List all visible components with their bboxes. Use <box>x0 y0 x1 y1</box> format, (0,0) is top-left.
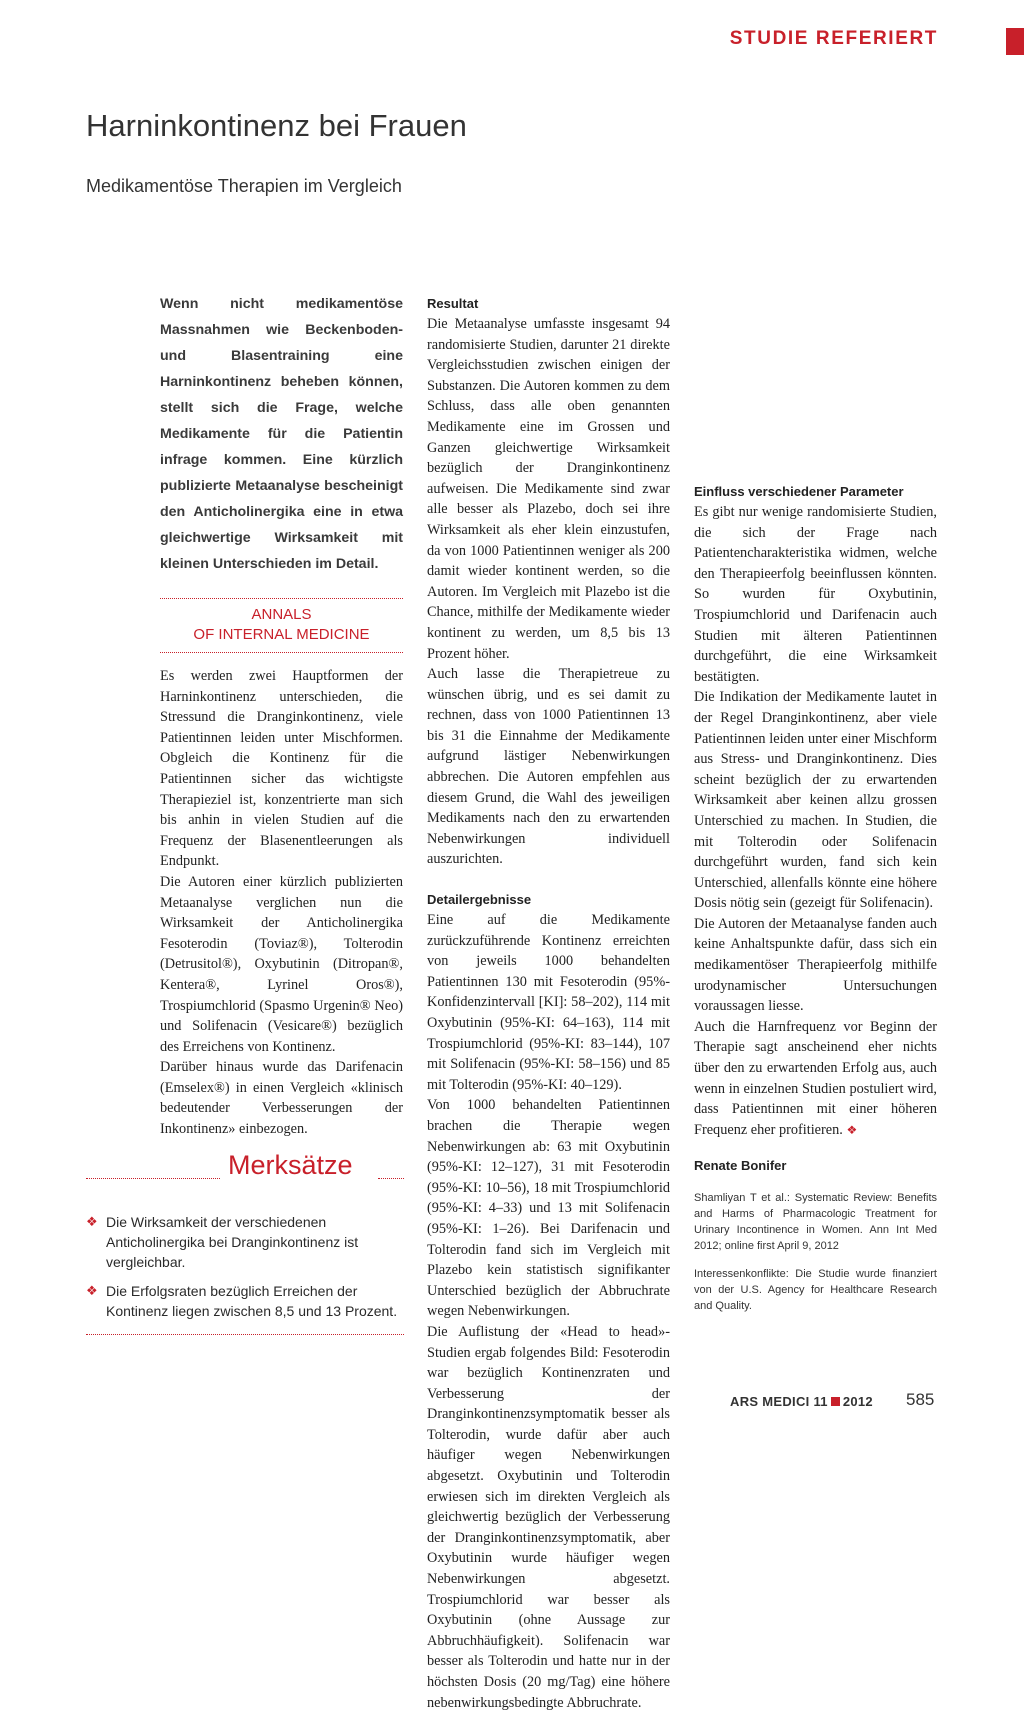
body-paragraph: Die Indikation der Medikamente lautet in der Regel Dranginkontinenz, aber viele Patientinnen leiden unter einer Mischform aus Stress- und Dranginkontinenz. Dies scheint bezüglich der zu erwartenden Wirksamkeit aber keinen allzu grossen Unterschied zu machen. In Studien, die mit Tolterodin oder Solifenacin durchgeführt wurden, fand sich kein Unterschied, allenfalls könnte eine höhere Dosis nötig sein (gezeigt für Solifenacin). <box>694 689 937 912</box>
author-name: Renate Bonifer <box>694 1158 787 1174</box>
source-line-1: ANNALS <box>251 606 312 623</box>
column-3 <box>694 482 937 1314</box>
footer-journal-name: ARS MEDICI 11 <box>730 1394 828 1409</box>
column-2 <box>427 294 670 1713</box>
intro-text <box>160 666 403 1140</box>
section-heading-resultat: Resultat <box>427 296 479 311</box>
diamond-bullet-icon: ❖ <box>86 1214 98 1229</box>
footer-journal <box>730 1394 873 1409</box>
corner-accent-block <box>1006 28 1024 55</box>
intro-paragraph: Die Autoren einer kürzlich publizierten Metaanalyse verglichen nun die Wirksamkeit der Anticholinergika Fesoterodin (Toviaz®), Tolterodin (Detrusitol®), Oxybutinin (Ditropan®, Kentera®, Lyrinel Oros®), Trospiumchlorid (Spasmo Urgenin® Neo) und Solifenacin (Vesicare®) bezüglich des Erreichens von Kontinenz. <box>160 873 403 1055</box>
merksaetze-list <box>86 1212 404 1330</box>
footer-year: 2012 <box>842 1394 873 1409</box>
section-heading-detail: Detailergebnisse <box>427 892 532 908</box>
diamond-bullet-icon: ❖ <box>86 1283 98 1298</box>
source-top-rule <box>160 598 403 599</box>
merksaetze-title: Merksätze <box>228 1150 353 1180</box>
merksaetze-rule-left <box>86 1178 220 1179</box>
source-journal <box>160 605 403 645</box>
body-paragraph: Die Metaanalyse umfasste insgesamt 94 randomisierte Studien, darunter 21 direkte Vergleichsstudien zwischen einigen der Substanzen. Die Autoren kommen zu dem Schluss, dass alle oben genannten Medikamente eine im Grossen und Ganzen gleichwertige Wirksamkeit bezüglich der Dranginkontinenz aufweisen. Die Medikamente sind zwar alle besser als Plazebo, doch sei ihre Wirksamkeit als eher klein einzustufen, da von 1000 Patientinnen weniger als 200 damit wieder kontinent werden, so die Autoren. Im Vergleich mit Plazebo ist die Chance, mithilfe der Medikamente wieder kontinent zu werden, um 8,5 bis 13 Prozent höher. <box>427 316 670 662</box>
conflicts-of-interest: Interessenkonflikte: Die Studie wurde finanziert von der U.S. Agency for Healthcare Research and Quality. <box>694 1268 937 1313</box>
merksatz-item <box>86 1212 404 1272</box>
section-label: STUDIE REFERIERT <box>729 28 938 49</box>
section-heading-einfluss: Einfluss verschiedener Parameter <box>694 484 904 499</box>
source-line-2: OF INTERNAL MEDICINE <box>193 626 370 643</box>
article-subtitle: Medikamentöse Therapien im Vergleich <box>86 176 402 196</box>
merksaetze-bottom-rule <box>86 1334 404 1335</box>
merksatz-item <box>86 1281 404 1321</box>
intro-paragraph: Darüber hinaus wurde das Darifenacin (Emselex®) in einen Vergleich «klinisch bedeutender Verbesserungen der Inkontinenz» einbezogen. <box>160 1059 403 1138</box>
intro-paragraph: Es werden zwei Hauptformen der Harninkontinenz unterschieden, die Stressund die Dranginkontinenz, viele Patientinnen leiden unter Mischformen. Obgleich die Kontinenz für die Patientinnen sicher das wichtigste Therapieziel ist, konzentrierte man sich bis anhin in vielen Studien auf die Frequenz der Blasenentleerungen als Endpunkt. <box>160 668 403 870</box>
page-number: 585 <box>906 1390 935 1409</box>
article-lead: Wenn nicht medikamentöse Massnahmen wie Beckenboden- und Blasentraining eine Harninkontinenz beheben können, stellt sich die Frage, welche Medikamente für die Patientin infrage kommen. Eine kürzlich publizierte Metaanalyse bescheinigt den Anticholinergika eine in etwa gleichwertige Wirksamkeit mit kleinen Unterschieden im Detail. <box>160 296 403 572</box>
body-paragraph: Die Autoren der Metaanalyse fanden auch keine Anhaltspunkte dafür, dass sich ein medikamentöser Therapieerfolg mithilfe urodynamischer Untersuchungen voraussagen liesse. <box>694 915 937 1015</box>
body-paragraph: Eine auf die Medikamente zurückzuführende Kontinenz erreichten von jeweils 1000 behandelten Patientinnen 130 mit Fesoterodin (95%-Konfidenzintervall [KI]: 58–202), 114 mit Oxybutinin (95%-KI: 64–163), 114 mit Trospiumchlorid (95%-KI: 83–144), 107 mit Solifenacin (95%-KI: 58–156) und 85 mit Tolterodin (95%-KI: 40–129). <box>427 912 670 1093</box>
body-paragraph: Von 1000 behandelten Patientinnen brachen die Therapie wegen Nebenwirkungen ab: 63 mit Oxybutinin (95%-KI: 12–127), 31 mit Fesoterodin (95%-KI: 10–56), 18 mit Trospiumchlorid (95%-KI: 4–33) und 13 mit Solifenacin (95%-KI: 1–26). Bei Darifenacin und Tolterodin fand sich im Vergleich mit Plazebo kein statistisch signifikanter Unterschied bezüglich der Abbruchrate wegen Nebenwirkungen. <box>427 1097 670 1320</box>
end-mark-icon: ❖ <box>846 1122 858 1137</box>
body-paragraph: Auch lasse die Therapietreue zu wünschen übrig, und es sei damit zu rechnen, dass von 1000 Patientinnen 13 bis 31 die Einnahme der Medikamente aufgrund lästiger Nebenwirkungen abbrechen. Die Autoren empfehlen aus diesem Grund, die Wahl des jeweiligen Medikaments nach den zu erwartenden Nebenwirkungen individuell auszurichten. <box>427 666 670 868</box>
footer-square-icon <box>831 1397 840 1406</box>
body-paragraph-text: Auch die Harnfrequenz vor Beginn der Therapie sagt anscheinend eher nichts über den zu erwartenden Erfolg aus, auch wenn in einzelnen Studien postuliert wird, dass Patientinnen mit einer höheren Frequenz eher profitieren. <box>694 1018 937 1138</box>
body-paragraph: Die Auflistung der «Head to head»-Studien ergab folgendes Bild: Fesoterodin war bezüglich Kontinenzraten und Verbesserung der Dranginkontinenzsymptomatik besser als Tolterodin, wurde dafür aber auch häufiger wegen Nebenwirkungen abgesetzt. Oxybutinin und Tolterodin erwiesen sich im direkten Vergleich als gleichwertig bezüglich der Verbesserung der Dranginkontinenzsymptomatik, aber Oxybutinin wurde häufiger wegen Nebenwirkungen abgesetzt. Trospiumchlorid war besser als Oxybutinin (ohne Aussage zur Abbruchhäufigkeit). Solifenacin war besser als Tolterodin und hatte nur in der höchsten Dosis (20 mg/Tag) eine höhere nebenwirkungsbedingte Abbruchrate. <box>427 1323 670 1711</box>
source-bottom-rule <box>160 652 403 653</box>
body-paragraph: Es gibt nur wenige randomisierte Studien, die sich der Frage nach Patientencharakteristika widmen, welche den Therapieerfolg beeinflussen könnten. So wurden für Oxybutinin, Trospiumchlorid und Darifenacin auch Studien mit älteren Patientinnen durchgeführt, die eine Wirksamkeit bestätigten. <box>694 504 937 685</box>
merksatz-text: Die Erfolgsraten bezüglich Erreichen der Kontinenz liegen zwischen 8,5 und 13 Prozent. <box>106 1283 398 1319</box>
body-paragraph <box>694 1017 937 1141</box>
merksatz-text: Die Wirksamkeit der verschiedenen Anticholinergika bei Dranginkontinenz ist vergleichbar. <box>106 1214 359 1270</box>
article-title: Harninkontinenz bei Frauen <box>86 108 467 143</box>
merksaetze-rule-right <box>378 1178 404 1179</box>
reference: Shamliyan T et al.: Systematic Review: Benefits and Harms of Pharmacologic Treatment for Urinary Incontinence in Women. Ann Int Med 2012; online first April 9, 2012 <box>694 1192 937 1253</box>
